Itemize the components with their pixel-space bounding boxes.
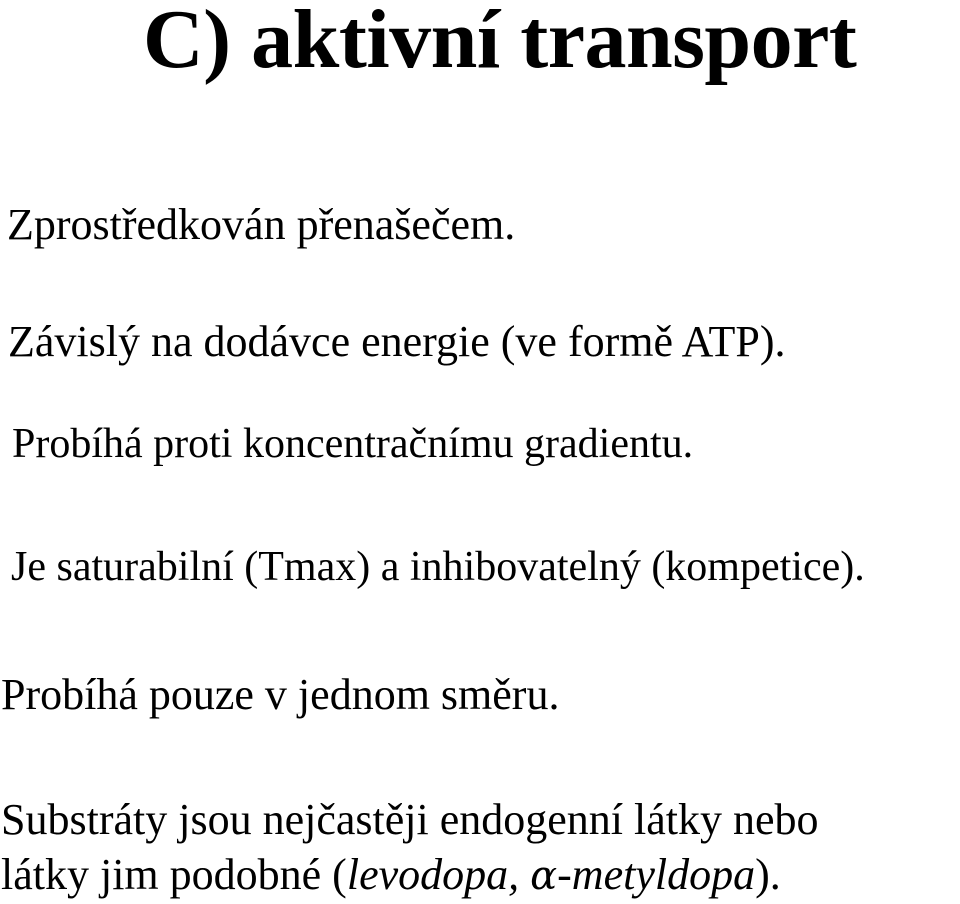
- alpha-symbol: α: [530, 853, 558, 899]
- drug-levodopa: levodopa,: [346, 850, 531, 899]
- text-line-substrates: Substráty jsou nejčastěji endogenní látky nebo: [1, 795, 819, 844]
- text-line-energy-dependent: Závislý na dodávce energie (ve formě ATP).: [8, 317, 786, 366]
- text-line-against-gradient: Probíhá proti koncentračnímu gradientu.: [12, 421, 694, 467]
- examples-prefix: látky jim podobné (: [1, 850, 347, 899]
- drug-metyldopa: -metyldopa: [557, 850, 756, 899]
- text-line-substrates-examples: [1, 850, 781, 899]
- text-line-one-direction: Probíhá pouze v jednom směru.: [1, 670, 560, 719]
- examples-suffix: ).: [755, 850, 781, 899]
- slide-title: C) aktivní transport: [143, 0, 857, 86]
- text-line-saturable-inhibitable: Je saturabilní (Tmax) a inhibovatelný (kompetice).: [11, 544, 865, 590]
- text-line-mediated-by-carrier: Zprostředkován přenašečem.: [7, 200, 516, 249]
